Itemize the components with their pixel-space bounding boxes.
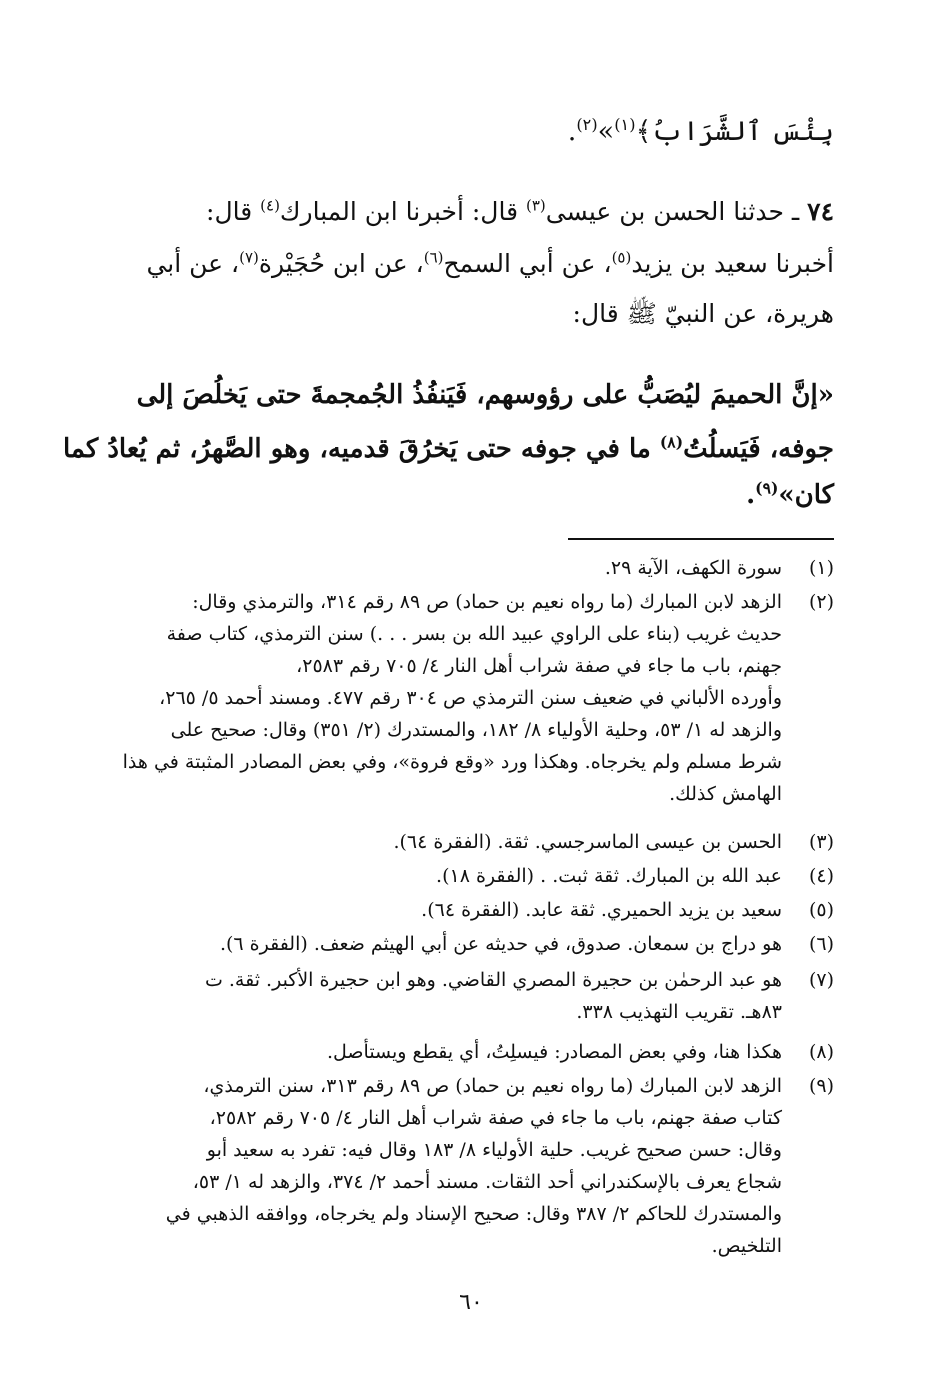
footnote-ref-4: (٤)	[260, 196, 280, 215]
footnote-text: وقال: حسن صحيح غريب. حلية الأولياء ٨/ ١٨٣ وقال فيه: تفرد به سعيد أبو	[206, 1139, 782, 1161]
footnote-text: وأورده الألباني في ضعيف سنن الترمذي ص ٣٠٤ رقم ٤٧٧. ومسند أحمد ٥/ ٢٦٥،	[159, 687, 782, 709]
matn-text: كان»	[778, 480, 834, 510]
isnad-text: أخبرنا سعيد بن يزيد	[631, 249, 834, 278]
hadith-number: ٧٤	[807, 197, 834, 226]
footnote-ref-6: (٦)	[423, 248, 444, 267]
footnote-text: الهامش كذلك.	[669, 783, 782, 805]
isnad-text: قال:	[206, 197, 261, 226]
footnote-number: (٧)	[808, 969, 834, 991]
footnote-ref-3: (٣)	[525, 196, 546, 215]
footnote-text: كتاب صفة جهنم، باب ما جاء في صفة شراب أهل النار ٤/ ٧٠٥ رقم ٢٥٨٢،	[209, 1107, 782, 1129]
isnad-text: ، عن ابن حُجَيْرة	[258, 249, 424, 278]
footnote-text: الزهد لابن المبارك (ما رواه نعيم بن حماد) ص ٨٩ رقم ٣١٣، سنن الترمذي،	[203, 1075, 782, 1097]
matn-text: «إنَّ الحميمَ ليُصَبُّ على رؤوسهم، فَيَنفُذُ الجُمجمةَ حتى يَخلُصَ إلى	[136, 380, 834, 410]
footnote-text: التلخيص.	[711, 1235, 782, 1257]
footnote-number: (٥)	[808, 899, 834, 921]
footnote-text: الحسن بن عيسى الماسرجسي. ثقة. (الفقرة ٦٤).	[393, 831, 782, 853]
isnad-line-2	[108, 238, 834, 290]
footnote-number: (١)	[808, 557, 834, 579]
quran-verse-end	[108, 110, 834, 154]
isnad-text: ، عن أبي السمح	[443, 249, 612, 278]
page-number: ٦٠	[459, 1290, 483, 1315]
footnote-number: (٦)	[808, 933, 834, 955]
quote-close: »	[597, 116, 615, 147]
footnote-number: (٨)	[808, 1041, 834, 1063]
footnote-text: شرط مسلم ولم يخرجاه. وهكذا ورد «وقع فروة»، وفي بعض المصادر المثبتة في هذا	[122, 751, 782, 773]
footnote-ref-5: (٥)	[611, 248, 632, 267]
footnote-number: (٤)	[808, 865, 834, 887]
footnote-text: والمستدرك للحاكم ٢/ ٣٨٧ وقال: صحيح الإسناد ولم يخرجاه، ووافقه الذهبي في	[165, 1203, 782, 1225]
footnote-text: شجاع يعرف بالإسكندراني أحد الثقات. مسند أحمد ٢/ ٣٧٤، والزهد له ١/ ٥٣،	[192, 1171, 782, 1193]
quran-period: .	[567, 116, 577, 147]
footnote-ref-7: (٧)	[239, 248, 259, 267]
footnote-ref-2: (٢)	[576, 115, 598, 134]
isnad-line-3	[108, 288, 834, 340]
footnote-text: هو عبد الرحمٰن بن حجيرة المصري القاضي. وهو ابن حجيرة الأكبر. ثقة. ت	[204, 969, 782, 991]
footnote-text: الزهد لابن المبارك (ما رواه نعيم بن حماد) ص ٨٩ رقم ٣١٤، والترمذي وقال:	[192, 591, 782, 613]
footnote-text: هكذا هنا، وفي بعض المصادر: فيسلِتُ، أي يقطع ويستأصل.	[326, 1041, 782, 1063]
footnote-text: والزهد له ١/ ٥٣، وحلية الأولياء ٨/ ١٨٢، والمستدرك (٢/ ٣٥١) وقال: صحيح على	[170, 719, 782, 741]
footnote-text: سعيد بن يزيد الحميري. ثقة عابد. (الفقرة ٦٤).	[421, 899, 782, 921]
footnote-number: (٢)	[808, 591, 834, 613]
isnad-text: هريرة، عن النبيّ ﷺ قال:	[572, 299, 834, 328]
footnote-number: (٣)	[808, 831, 834, 853]
footnote-ref-8: (٨)	[659, 432, 684, 452]
matn-text: جوفه، فَيَسلُتُ	[683, 434, 834, 464]
matn-text: ما في جوفه حتى يَخرُقَ قدميه، وهو الصَّهرُ، ثم يُعادُ كما	[62, 434, 660, 464]
isnad-line-1	[108, 186, 834, 238]
isnad-text: ، عن أبي	[146, 249, 240, 278]
footnote-ref-9: (٩)	[755, 478, 779, 498]
footnote-text: هو دراج بن سمعان. صدوق، في حديثه عن أبي الهيثم ضعف. (الفقرة ٦).	[219, 933, 782, 955]
footnote-text: عبد الله بن المبارك. ثقة ثبت. . (الفقرة ١٨).	[436, 865, 782, 887]
footnote-ref-1: (١)	[614, 115, 636, 134]
footnote-separator	[568, 538, 834, 540]
matn-text: .	[746, 480, 756, 510]
isnad-text: ـ حدثنا الحسن بن عيسى	[545, 197, 808, 226]
isnad-text: قال: أخبرنا ابن المبارك	[279, 197, 526, 226]
footnote-number: (٩)	[808, 1075, 834, 1097]
matn-line-3	[108, 468, 834, 522]
footnote-text: جهنم، باب ما جاء في صفة شراب أهل النار ٤/ ٧٠٥ رقم ٢٥٨٣،	[296, 655, 782, 677]
footnote-text: ٨٣هـ. تقريب التهذيب ٣٣٨.	[576, 1001, 782, 1023]
footnote-text: حديث غريب (بناء على الراوي عبيد الله بن بسر . . .) سنن الترمذي، كتاب صفة	[166, 623, 782, 645]
footnote-text: سورة الكهف، الآية ٢٩.	[604, 557, 782, 579]
quran-text: بِئْسَ ٱلشَّرَابُ﴾	[635, 116, 834, 147]
matn-line-1	[108, 368, 834, 422]
